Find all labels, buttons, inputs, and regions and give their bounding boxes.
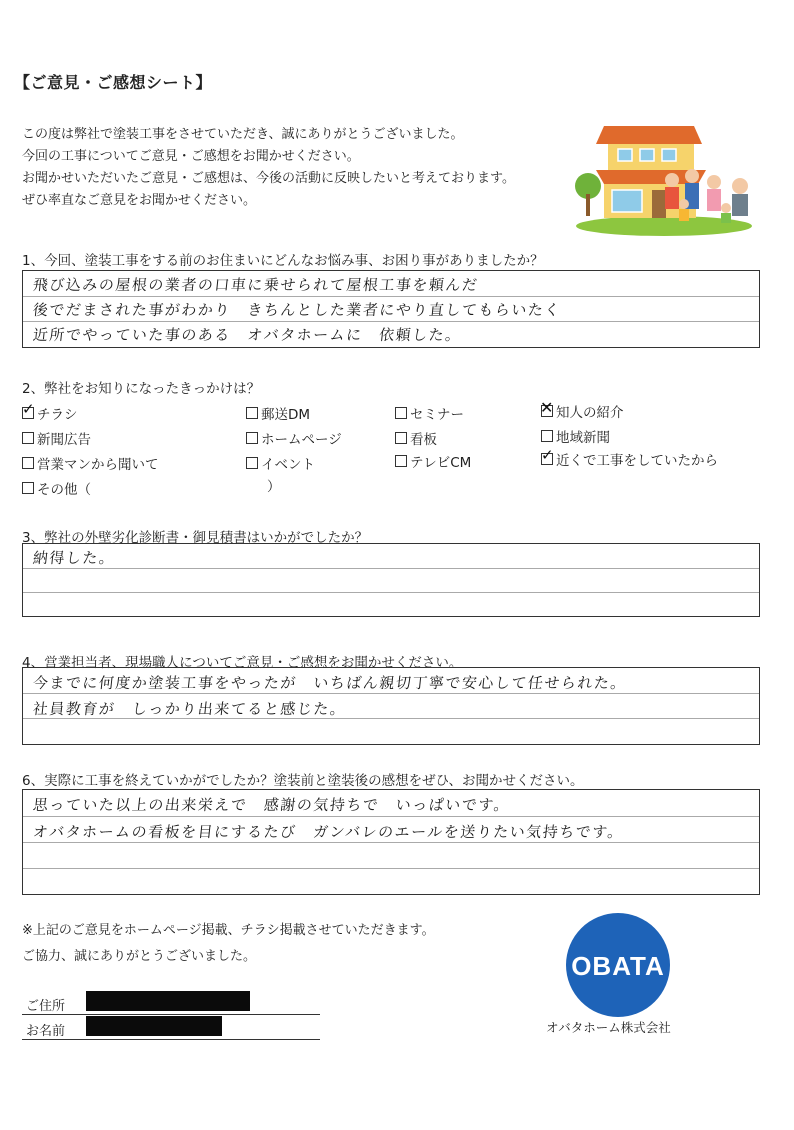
publication-notice	[22, 918, 435, 970]
handwritten-answer: 社員教育が しっかり出来てると感じた。	[32, 700, 348, 718]
answer-box-1	[22, 270, 760, 348]
check-mark-icon: ✓	[22, 400, 35, 418]
checkbox-grid	[22, 400, 772, 500]
cross-mark-icon: ✕	[540, 398, 554, 417]
house-family-illustration	[574, 114, 764, 244]
option-event[interactable]: イベント	[246, 453, 315, 473]
option-local-paper[interactable]: 地域新聞	[541, 426, 610, 446]
option-flyer[interactable]: ✓ チラシ	[22, 400, 78, 423]
intro-line: ぜひ率直なご意見をお聞かせください。	[22, 193, 257, 208]
name-label: お名前	[26, 1024, 66, 1039]
option-dm[interactable]: 郵送DM	[246, 403, 310, 423]
option-sales[interactable]: 営業マンから聞いて	[22, 453, 159, 473]
option-tv-cm[interactable]: テレビCM	[395, 451, 471, 471]
intro-text	[22, 124, 515, 212]
handwritten-answer: オバタホームの看板を目にするたび ガンバレのエールを送りたい気持ちです。	[32, 823, 625, 841]
option-referral[interactable]: ✕ 知人の紹介	[540, 398, 624, 421]
option-newspaper[interactable]: 新聞広告	[22, 428, 91, 448]
redaction-bar	[86, 991, 250, 1011]
logo-text: OBATA	[571, 951, 665, 981]
question-2: 2、弊社をお知りになったきっかけは？	[22, 381, 261, 397]
question-1: 1、今回、塗装工事をする前のお住まいにどんなお悩み事、お困り事がありましたか？	[22, 253, 544, 269]
handwritten-answer: 思っていた以上の出来栄えで 感謝の気持ちで いっぱいです。	[32, 796, 512, 814]
option-seminar[interactable]: セミナー	[395, 403, 464, 423]
notice-line: ご協力、誠にありがとうございました。	[22, 949, 257, 964]
question-3: 3、弊社の外壁劣化診断書・御見積書はいかがでしたか？	[22, 530, 369, 546]
handwritten-answer: 今までに何度か塗装工事をやったが いちばん親切丁寧で安心して任せられた。	[32, 674, 628, 692]
check-mark-icon: ✓	[541, 446, 554, 464]
company-name: オバタホーム株式会社	[546, 1020, 671, 1035]
handwritten-answer: 納得した。	[32, 549, 117, 567]
name-underline	[22, 1039, 320, 1040]
intro-line: お聞かせいただいたご意見・ご感想は、今後の活動に反映したいと考えております。	[22, 171, 515, 186]
option-nearby-work[interactable]: ✓ 近くで工事をしていたから	[541, 446, 718, 469]
sheet-title: 【ご意見・ご感想シート】	[14, 73, 213, 92]
obata-logo	[566, 913, 670, 1017]
option-other-close: ）	[267, 479, 281, 495]
answer-box-6	[22, 789, 760, 895]
option-other[interactable]: その他（	[22, 478, 91, 498]
notice-line: ※上記のご意見をホームページ掲載、チラシ掲載させていただきます。	[22, 923, 435, 938]
option-homepage[interactable]: ホームページ	[246, 428, 342, 448]
question-6: 6、実際に工事を終えていかがでしたか？塗装前と塗装後の感想をぜひ、お聞かせください。	[22, 773, 584, 789]
address-label: ご住所	[26, 999, 66, 1014]
question-4: 4、営業担当者、現場職人についてご意見・ご感想をお聞かせください。	[22, 655, 463, 671]
handwritten-answer: 飛び込みの屋根の業者の口車に乗せられて屋根工事を頼んだ	[32, 276, 480, 294]
answer-box-4	[22, 667, 760, 745]
option-signboard[interactable]: 看板	[395, 428, 437, 448]
address-underline	[22, 1014, 320, 1015]
intro-line: この度は弊社で塗装工事をさせていただき、誠にありがとうございました。	[22, 127, 464, 142]
answer-box-3	[22, 543, 760, 617]
intro-line: 今回の工事についてご意見・ご感想をお聞かせください。	[22, 149, 360, 164]
handwritten-answer: 後でだまされた事がわかり きちんとした業者にやり直してもらいたく	[32, 301, 562, 319]
handwritten-answer: 近所でやっていた事のある オバタホームに 依頼した。	[32, 326, 463, 344]
redaction-bar	[86, 1016, 222, 1036]
